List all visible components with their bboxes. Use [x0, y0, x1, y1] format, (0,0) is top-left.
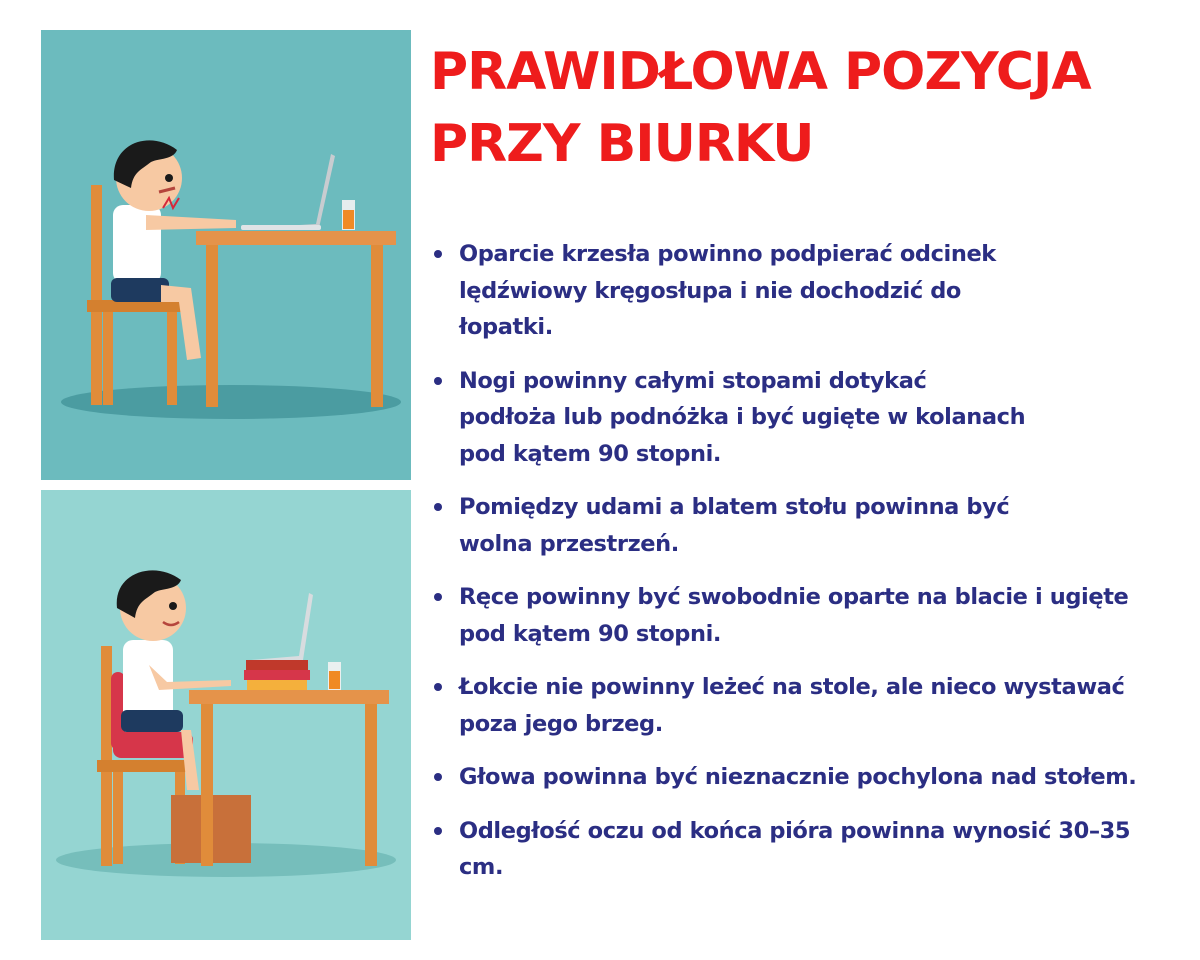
tip-line: Głowa powinna być nieznacznie pochylona nad stołem.	[459, 764, 1137, 790]
tip-item	[432, 236, 1180, 346]
bullet-icon	[434, 827, 442, 835]
tip-line: Pomiędzy udami a blatem stołu powinna być	[459, 494, 1010, 520]
tip-line: lędźwiowy kręgosłupa i nie dochodzić do	[459, 277, 961, 304]
good-posture-illustration	[41, 490, 411, 940]
posture-tips-list	[432, 236, 1180, 903]
bullet-icon	[434, 250, 442, 258]
tip-line: poza jego brzeg.	[459, 710, 663, 737]
tip-line: wolna przestrzeń.	[459, 530, 679, 557]
tip-line: Oparcie krzesła powinno podpierać odcinek	[459, 241, 996, 267]
tip-item	[432, 579, 1180, 652]
tip-line: łopatki.	[459, 314, 553, 340]
bullet-icon	[434, 683, 442, 691]
tip-line: Odległość oczu od końca pióra powinna wynosić 30–35	[459, 817, 1131, 844]
bullet-icon	[434, 593, 442, 601]
tip-line: pod kątem 90 stopni.	[459, 440, 722, 467]
page-title	[430, 36, 1180, 180]
tip-item	[432, 669, 1180, 742]
tip-item	[432, 813, 1180, 886]
tip-item	[432, 489, 1180, 562]
title-line-2: PRZY BIURKU	[430, 114, 814, 174]
bad-posture-illustration	[41, 30, 411, 480]
tip-line: Łokcie nie powinny leżeć na stole, ale nieco wystawać	[459, 674, 1125, 700]
tip-item	[432, 363, 1180, 473]
tip-line: Nogi powinny całymi stopami dotykać	[459, 367, 927, 394]
bullet-icon	[434, 377, 442, 385]
tip-item	[432, 759, 1180, 796]
tip-line: cm.	[459, 854, 504, 880]
tip-line: podłoża lub podnóżka i być ugięte w kolanach	[459, 404, 1026, 430]
tip-line: pod kątem 90 stopni.	[459, 620, 722, 647]
bullet-icon	[434, 773, 442, 781]
bullet-icon	[434, 503, 442, 511]
tip-line: Ręce powinny być swobodnie oparte na blacie i ugięte	[459, 584, 1129, 610]
title-line-1: PRAWIDŁOWA POZYCJA	[430, 42, 1091, 102]
